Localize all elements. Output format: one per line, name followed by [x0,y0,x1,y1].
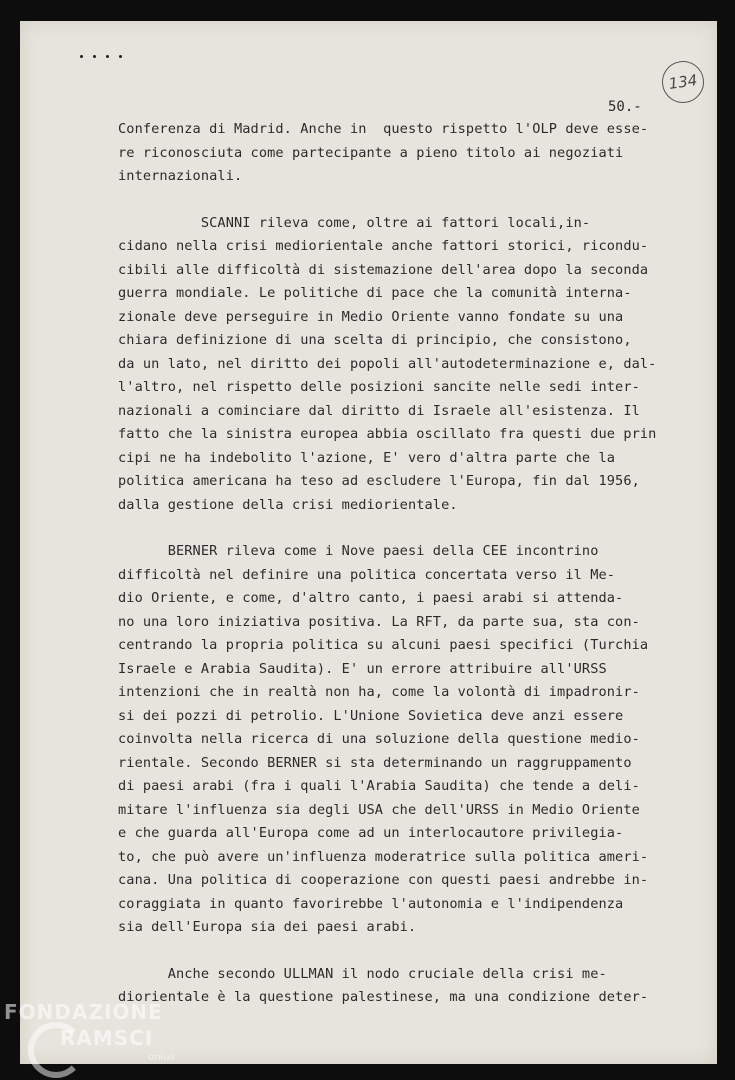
text-line: cipi ne ha indebolito l'azione, E' vero d'altra parte che la [118,449,616,466]
watermark-line3: onlus [148,1052,175,1063]
text-line: zionale deve perseguire in Medio Oriente vanno fondate su una [118,308,624,325]
text-line: l'altro, nel rispetto delle posizioni sancite nelle sedi inter- [118,379,640,395]
text-line: difficoltà nel definire una politica concertata verso il Me- [118,566,616,583]
text-line: si dei pozzi di petrolio. L'Unione Sovietica deve anzi essere [118,707,624,724]
text-line: diorientale è la questione palestinese, ma una condizione deter- [118,989,649,1005]
watermark-line1: FONDAZIONE [4,1000,163,1024]
text-line: internazionali. [118,168,243,184]
text-line: dio Oriente, e come, d'altro canto, i paesi arabi si attenda- [118,590,624,606]
text-line: politica americana ha teso ad escludere l'Europa, fin dal 1956, [118,473,640,489]
text-line: fatto che la sinistra europea abbia oscillato fra questi due prin [118,426,657,442]
text-line: SCANNI rileva come, oltre ai fattori locali,in- [118,214,591,231]
text-line: centrando la propria politica su alcuni paesi specifici (Turchia [118,637,649,653]
watermark-logo [0,996,200,1080]
page-number: 50.- [608,99,642,115]
watermark-line2: RAMSCI [60,1026,154,1050]
text-line: BERNER rileva come i Nove paesi della CEE incontrino [118,543,599,559]
text-line: cidano nella crisi mediorientale anche fattori storici, ricondu- [118,238,649,254]
typed-text [118,118,658,1010]
text-line: cana. Una politica di cooperazione con questi paesi andrebbe in- [118,872,649,888]
text-line: Conferenza di Madrid. Anche in questo rispetto l'OLP deve esse- [118,121,649,137]
text-line: chiara definizione di una scelta di principio, che consistono, [118,332,632,348]
text-line: sia dell'Europa sia dei paesi arabi. [118,919,417,935]
text-line: cibili alle difficoltà di sistemazione dell'area dopo la seconda [118,261,649,278]
text-line: Israele e Arabia Saudita). E' un errore attribuire all'URSS [118,660,607,677]
text-line: coinvolta nella ricerca di una soluzione della questione medio- [118,731,640,747]
text-line: da un lato, nel diritto dei popoli all'autodeterminazione e, dal- [118,355,657,372]
text-line: intenzioni che in realtà non ha, come la volontà di impadronir- [118,684,640,700]
text-line: e che guarda all'Europa come ad un interlocautore privilegia- [118,825,624,841]
punch-marks [80,55,122,58]
text-line: mitare l'influenza sia degli USA che dell'URSS in Medio Oriente [118,801,640,818]
text-line: re riconosciuta come partecipante a pieno titolo ai negoziati [118,144,624,161]
text-line: di paesi arabi (fra i quali l'Arabia Saudita) che tende a deli- [118,778,640,794]
text-line: Anche secondo ULLMAN il nodo cruciale della crisi me- [118,965,607,982]
text-line: guerra mondiale. Le politiche di pace che la comunità interna- [118,285,632,301]
text-line: to, che può avere un'influenza moderatrice sulla politica ameri- [118,848,649,865]
text-line: no una loro iniziativa positiva. La RFT, da parte sua, sta con- [118,613,640,630]
text-line: nazionali a cominciare dal diritto di Israele all'esistenza. Il [118,402,640,419]
text-line: rientale. Secondo BERNER si sta determinando un raggruppamento [118,754,632,771]
text-line: dalla gestione della crisi mediorientale. [118,496,458,513]
text-line: coraggiata in quanto favorirebbe l'autonomia e l'indipendenza [118,895,624,912]
archive-number-stamp: 134 [659,58,706,105]
